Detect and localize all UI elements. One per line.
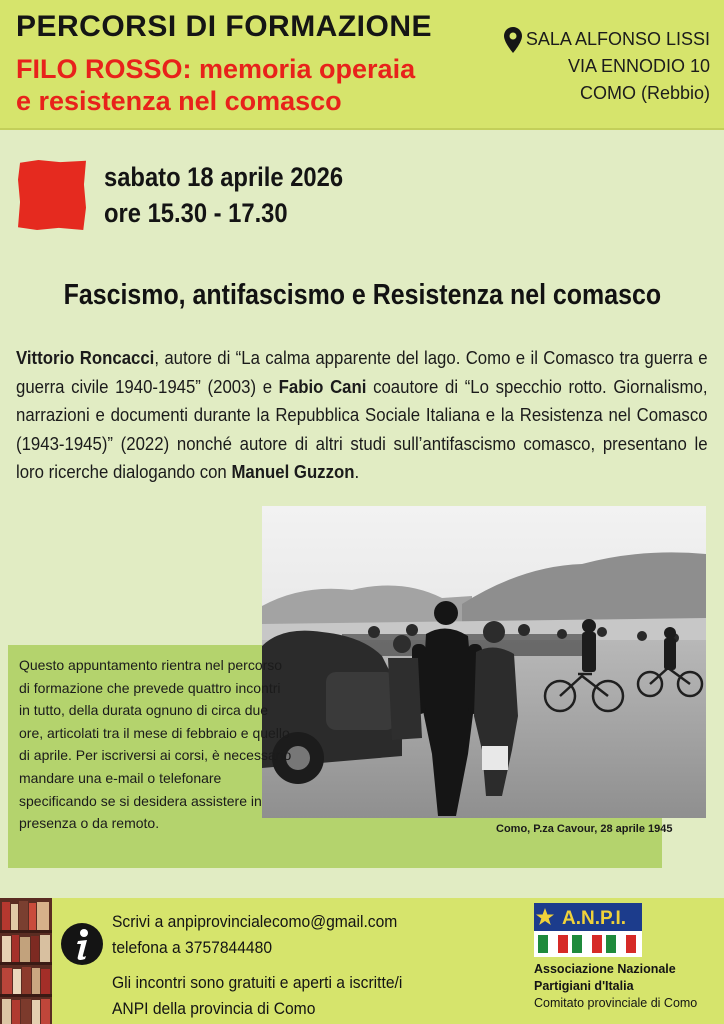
venue-address xyxy=(526,26,710,107)
description-end: . xyxy=(354,462,360,482)
anpi-name-line2: Partigiani d'Italia xyxy=(534,979,634,993)
speaker-name-cani: Fabio Cani xyxy=(278,376,367,397)
series-subtitle-line1: FILO ROSSO: memoria operaia xyxy=(16,54,416,84)
series-subtitle-line2: e resistenza nel comasco xyxy=(16,86,342,116)
footer-email: Scrivi a anpiprovincialecomo@gmail.com xyxy=(112,912,398,931)
info-box-text: Questo appuntamento rientra nel percorso di formazione che prevede quattro incontri in tutto, della durata ognuno di circa due ore, articolati tra il mese di febbraio e quello di aprile. Per iscriversi ai corsi, è necessario mandare una e-mail o telefonare specificando se si desidera assistere in presenza o da remoto. xyxy=(19,657,292,832)
anpi-name-line1: Associazione Nazionale xyxy=(534,962,676,976)
map-pin-icon xyxy=(504,27,522,53)
footer-phone: telefona a 3757844480 xyxy=(112,938,273,957)
description-text-1: , autore di “La calma apparente del lago. Como e il Comasco tra guerra e guerra civile 1940-1945” (2003) e xyxy=(16,348,708,397)
moderator-name: Manuel Guzzon xyxy=(231,462,355,482)
event-title xyxy=(0,279,724,312)
photo-illustration xyxy=(262,506,706,818)
anpi-committee: Comitato provinciale di Como xyxy=(534,996,698,1010)
header-banner xyxy=(0,0,724,130)
info-icon xyxy=(60,922,104,966)
bookshelf-image xyxy=(0,898,52,1024)
red-brush-square xyxy=(18,160,86,230)
venue-line1: SALA ALFONSO LISSI xyxy=(525,29,710,49)
series-title: PERCORSI DI FORMAZIONE xyxy=(16,10,433,43)
event-description xyxy=(16,344,708,487)
footer-banner xyxy=(0,898,724,1024)
event-date: sabato 18 aprile 2026 xyxy=(104,162,344,192)
description-text-2: coautore di “Lo specchio rotto. Giornalismo, narrazioni e documenti durante la Repubblica Sociale Italiana e la Resistenza nel Comasco (1943-1945)” (2022) nonché autore di altri studi sull’antifascismo comasco, presentano le loro ricerche dialogando con xyxy=(16,376,708,482)
speaker-name-roncacci: Vittorio Roncacci xyxy=(16,348,155,368)
anpi-logo xyxy=(534,903,642,957)
historic-photo xyxy=(262,506,706,818)
venue-line2: VIA ENNODIO 10 xyxy=(567,56,710,76)
event-title-text: Fascismo, antifascismo e Resistenza nel comasco xyxy=(63,279,661,311)
anpi-logo-text: A.N.P.I. xyxy=(561,908,627,929)
venue-line3: COMO (Rebbio) xyxy=(579,83,710,103)
footer-free-line2: ANPI della provincia di Como xyxy=(112,999,316,1018)
photo-caption: Como, P.za Cavour, 28 aprile 1945 xyxy=(496,823,673,835)
event-time: ore 15.30 - 17.30 xyxy=(104,198,288,228)
footer-free-line1: Gli incontri sono gratuiti e aperti a iscritte/i xyxy=(112,973,403,992)
